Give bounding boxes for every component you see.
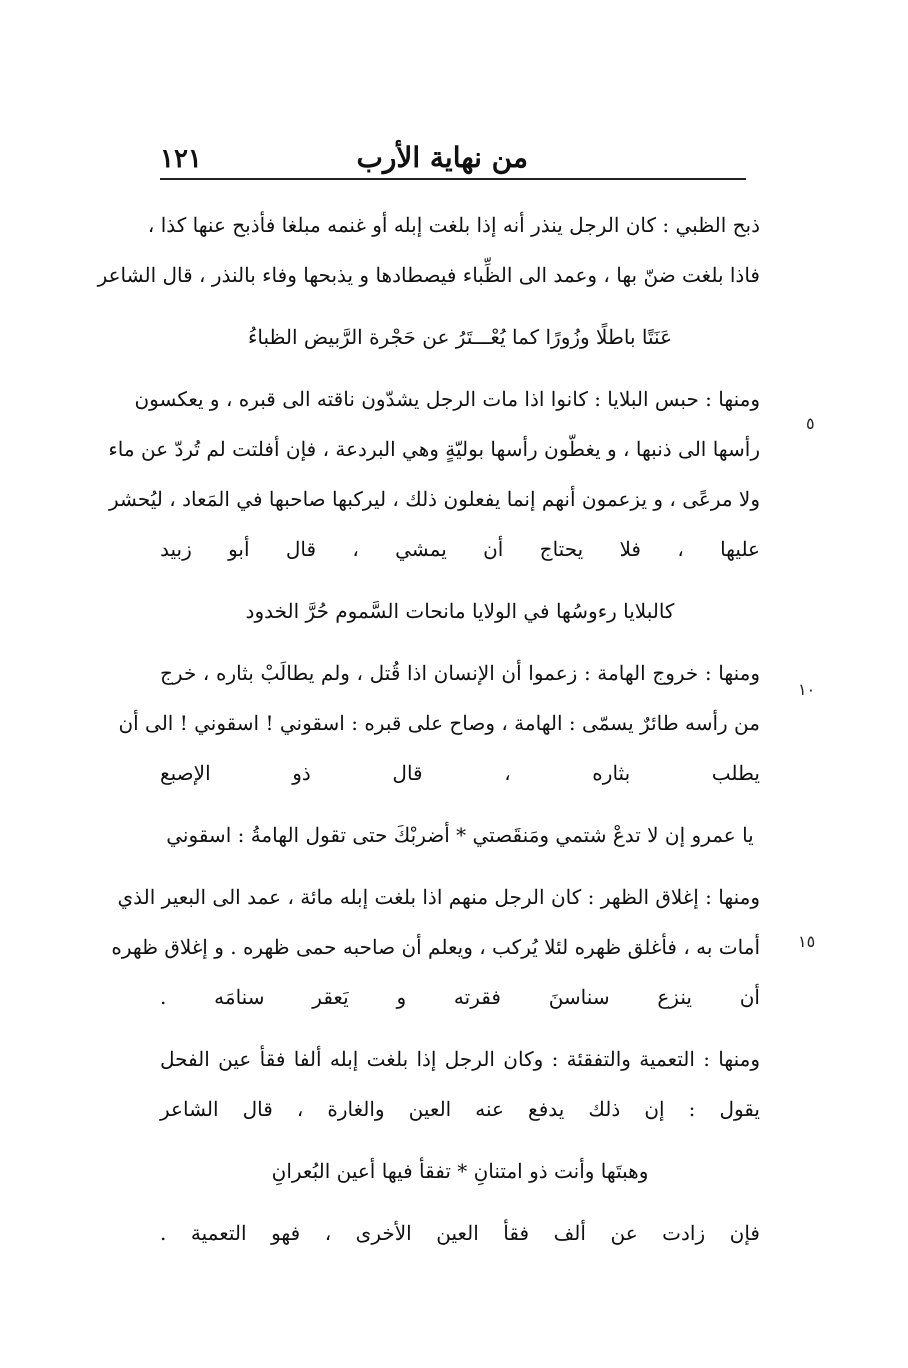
margin-line-number-15: ١٥ bbox=[798, 932, 816, 951]
block-gap bbox=[160, 1022, 760, 1034]
block-gap bbox=[160, 860, 760, 872]
text-line: فإن زادت عن ألف فقأ العين الأخرى ، فهو التعمية . bbox=[160, 1221, 760, 1245]
paragraph bbox=[160, 1208, 760, 1258]
verse-block bbox=[160, 1146, 760, 1196]
paragraph bbox=[118, 648, 760, 798]
block-gap bbox=[160, 574, 760, 586]
block-gap bbox=[160, 636, 760, 648]
margin-line-number-5: ٥ bbox=[806, 414, 815, 433]
page-title: من نهاية الأرب bbox=[356, 141, 528, 174]
paragraph bbox=[97, 200, 760, 300]
text-line: ومنها : إغلاق الظهر : كان الرجل منهم اذا بلغت إبله مائة ، عمد الى البعير الذي bbox=[117, 885, 760, 909]
verse-block bbox=[160, 312, 760, 362]
verse-line: يا عمرو إن لا تدعْ شتمي ومَنقَصتي * أضربْكَ حتى تقول الهامةُ : اسقوني bbox=[166, 823, 754, 847]
text-line: من رأسه طائرٌ يسمّى : الهامة ، وصاح على قبره : اسقوني ! اسقوني ! الى أن bbox=[118, 711, 760, 735]
text-line: يقول : إن ذلك يدفع عنه العين والغارة ، قال الشاعر bbox=[160, 1097, 760, 1121]
text-line: ومنها : حبس البلايا : كانوا اذا مات الرجل يشدّون ناقته الى قبره ، و يعكسون bbox=[134, 387, 760, 411]
block-gap bbox=[160, 1196, 760, 1208]
paragraph bbox=[108, 374, 760, 574]
block-gap bbox=[160, 798, 760, 810]
text-line: عليها ، فلا يحتاج أن يمشي ، قال أبو زبيد bbox=[160, 537, 760, 561]
text-line: رأسها الى ذنبها ، و يغطّون رأسها بوليّةٍ وهي البردعة ، فإن أفلتت لم تُردّ عن ماء bbox=[108, 437, 760, 461]
text-line: أن ينزع سناسنَ فقرته و يَعقر سنامَه . bbox=[160, 985, 760, 1009]
block-gap bbox=[160, 300, 760, 312]
text-line: يطلب بثاره ، قال ذو الإصبع bbox=[160, 761, 760, 785]
block-gap bbox=[160, 362, 760, 374]
margin-line-number-10: ١٠ bbox=[798, 680, 816, 699]
verse-line: كالبلايا رءوسُها في الولايا مانحات السَّموم حُرَّ الخدود bbox=[245, 599, 675, 623]
verse-line: وهبتَها وأنت ذو امتنانِ * تفقأ فيها أعين البُعرانِ bbox=[271, 1159, 649, 1183]
text-line: ومنها : خروج الهامة : زعموا أن الإنسان اذا قُتل ، ولم يطالَبْ بثاره ، خرج bbox=[160, 661, 760, 685]
body-text bbox=[97, 200, 760, 1258]
block-gap bbox=[160, 1134, 760, 1146]
text-line: ذبح الظبي : كان الرجل ينذر أنه إذا بلغت إبله أو غنمه مبلغا فأذبح عنها كذا ، bbox=[147, 213, 760, 237]
verse-block bbox=[160, 810, 760, 860]
verse-block bbox=[160, 586, 760, 636]
text-line: أمات به ، فأغلق ظهره لئلا يُركب ، ويعلم أن صاحبه حمى ظهره . و إغلاق ظهره bbox=[111, 935, 760, 959]
page-header bbox=[160, 126, 740, 174]
text-line: فاذا بلغت ضنّ بها ، وعمد الى الظِّباء فيصطادها و يذبحها وفاء بالنذر ، قال الشاعر bbox=[97, 263, 760, 287]
page-number: ١٢١ bbox=[160, 144, 202, 174]
paragraph bbox=[111, 872, 760, 1022]
text-line: ومنها : التعمية والتفقئة : وكان الرجل إذا بلغت إبله ألفا فقأ عين الفحل bbox=[160, 1047, 760, 1071]
paragraph bbox=[160, 1034, 760, 1134]
header-rule bbox=[160, 178, 746, 180]
text-line: ولا مرعًى ، و يزعمون أنهم إنما يفعلون ذلك ، ليركبها صاحبها في المَعاد ، ليُحشر bbox=[108, 487, 760, 511]
verse-line: عَنَتًا باطلًا وزُورًا كما يُعْـــتَرُ عن حَجْرة الرَّبيض الظباءُ bbox=[247, 325, 673, 349]
